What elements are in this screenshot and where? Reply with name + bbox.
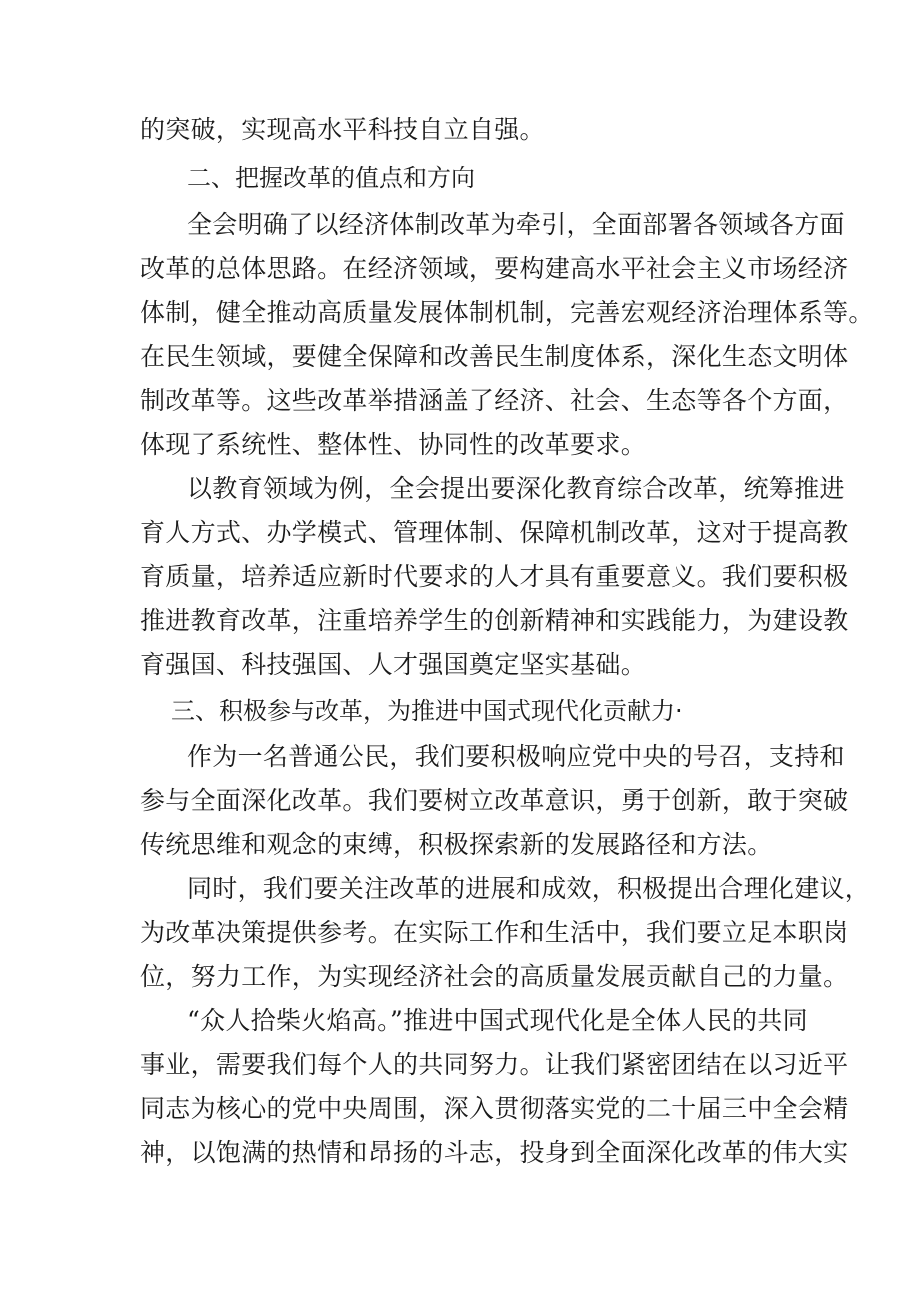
text-line: 事业，需要我们每个人的共同努力。让我们紧密团结在以习近平 <box>140 1050 849 1079</box>
text-line: 育强国、科技强国、人才强国奠定坚实基础。 <box>140 650 647 679</box>
text-line: 神，以饱满的热情和昂扬的斗志，投身到全面深化改革的伟大实 <box>140 1138 849 1167</box>
text-line: 同志为核心的党中央周围，深入贯彻落实党的二十届三中全会精 <box>140 1094 849 1123</box>
text-line: 体现了系统性、整体性、协同性的改革要求。 <box>140 430 647 459</box>
text-line: 推进教育改革，注重培养学生的创新精神和实践能力，为建设教 <box>140 606 849 635</box>
text-line: 的突破，实现高水平科技自立自强。 <box>140 115 545 144</box>
text-line: 制改革等。这些改革举措涵盖了经济、社会、生态等各个方面， <box>140 386 849 415</box>
paragraph-first-line: 作为一名普通公民，我们要积极响应党中央的号召，支持和 <box>187 742 845 771</box>
text-line: 育人方式、办学模式、管理体制、保障机制改革，这对于提高教 <box>140 518 849 547</box>
paragraph-first-line: 以教育领域为例，全会提出要深化教育综合改革，统筹推进 <box>187 474 845 503</box>
text-line: 位，努力工作，为实现经济社会的高质量发展贡献自己的力量。 <box>140 962 849 991</box>
text-line: 体制，健全推动高质量发展体制机制，完善宏观经济治理体系等。 <box>140 298 874 327</box>
section-heading-3: 三、积极参与改革，为推进中国式现代化贡献力· <box>171 697 683 725</box>
text-line: 传统思维和观念的束缚，积极探索新的发展路径和方法。 <box>140 830 773 859</box>
paragraph-first-line: 全会明确了以经济体制改革为牵引，全面部署各领域各方面 <box>187 210 845 239</box>
section-heading-2: 二、把握改革的值点和方向 <box>187 164 475 192</box>
paragraph-first-line: 同时，我们要关注改革的进展和成效，积极提出合理化建议， <box>187 874 871 903</box>
text-line: 参与全面深化改革。我们要树立改革意识，勇于创新，敢于突破 <box>140 786 849 815</box>
text-line: 为改革决策提供参考。在实际工作和生活中，我们要立足本职岗 <box>140 918 849 947</box>
paragraph-first-line: “众人拾柴火焰高。”推进中国式现代化是全体人民的共同 <box>187 1006 808 1035</box>
text-line: 在民生领域，要健全保障和改善民生制度体系，深化生态文明体 <box>140 342 849 371</box>
text-line: 改革的总体思路。在经济领域，要构建高水平社会主义市场经济 <box>140 254 849 283</box>
text-line: 育质量，培养适应新时代要求的人才具有重要意义。我们要积极 <box>140 562 849 591</box>
